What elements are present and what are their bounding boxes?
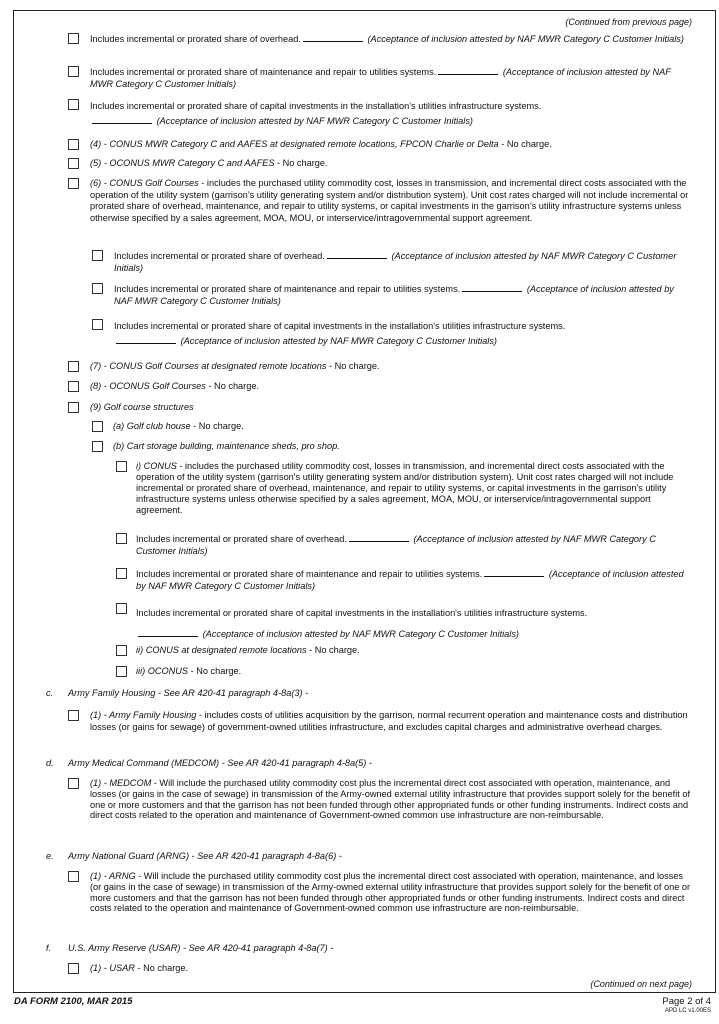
initials-blank[interactable] — [462, 283, 522, 292]
d1-text: (1) - MEDCOM - Will include the purchased utility commodity cost plus the incremental direct cost associated with operation, maintenance, and losses (or gains in the case of sewage) in transmission of the Army-owned external utility infrastructure that provides support solely for the benefit of one or more customers and that the garrison has not been funded through other appropriated funds or other funding instruments. Indirect costs and direct costs related to the operation and maintenance of Government-owned common use infrastructure are non-reimbursable. — [90, 778, 691, 821]
checkbox-item5[interactable] — [68, 158, 79, 169]
checkbox-item7[interactable] — [68, 361, 79, 372]
checkbox-item9b[interactable] — [92, 441, 103, 452]
overhead-c-text: Includes incremental or prorated share of overhead. (Acceptance of inclusion attested by NAF MWR Category C Customer Initials) — [136, 534, 656, 556]
section-e-title: Army National Guard (ARNG) - See AR 420-41 paragraph 4-8a(6) - — [68, 851, 342, 861]
checkbox-item8[interactable] — [68, 381, 79, 392]
overhead-a-text: Includes incremental or prorated share of overhead. (Acceptance of inclusion attested by NAF MWR Category C Customer Initials) — [90, 34, 684, 44]
item9b-text: (b) Cart storage building, maintenance sheds, pro shop. — [113, 441, 340, 451]
checkbox-item6[interactable] — [68, 178, 79, 189]
section-f-title: U.S. Army Reserve (USAR) - See AR 420-41 paragraph 4-8a(7) - — [68, 943, 334, 953]
checkbox-item9[interactable] — [68, 402, 79, 413]
checkbox-item4[interactable] — [68, 139, 79, 150]
initials-blank[interactable] — [303, 33, 363, 42]
item8-text: (8) - OCONUS Golf Courses - No charge. — [90, 381, 259, 391]
maint-a-text: Includes incremental or prorated share of maintenance and repair to utilities systems. (Acceptance of inclusion attested by NAF MWR Category C Customer Initials) — [90, 67, 671, 89]
checkbox-e1[interactable] — [68, 871, 79, 882]
checkbox-capital-a[interactable] — [68, 99, 79, 110]
checkbox-capital-b[interactable] — [92, 319, 103, 330]
item9bi-text: i) CONUS - includes the purchased utility commodity cost, losses in transmission, and incremental direct costs associated with the operation of the utility system (garrison's utility generating system and/or distribution system). Unit cost rates charged will not include incremental or prorated share of overhead, maintenance, and repair to utility systems, or capital investments in the garrison's utility infrastructure systems unless otherwise specified by a sales agreement, MOA, MOU, or interservice/intragovernmental support agreement. — [136, 461, 674, 515]
checkbox-item9bi[interactable] — [116, 461, 127, 472]
checkbox-capital-c[interactable] — [116, 603, 127, 614]
checkbox-maint-a[interactable] — [68, 66, 79, 77]
checkbox-item9bii[interactable] — [116, 645, 127, 656]
item6-text: (6) - CONUS Golf Courses - includes the purchased utility commodity cost, losses in transmission, and incremental direct costs associated with the operation of the utility system (garrison’s utility generating system and/or distribution system). Unit cost rates charged will not include incremental or prorated share of overhead, maintenance, and repair to utility systems, or capital investments in the garrison’s utility infrastructure systems unless otherwise specified by a sales agreement, MOA, MOU, or interservice/intragovernmental support agreement. — [90, 178, 689, 223]
checkbox-c1[interactable] — [68, 710, 79, 721]
section-c-letter: c. — [46, 688, 54, 698]
initials-blank[interactable] — [349, 533, 409, 542]
item9-text: (9) Golf course structures — [90, 402, 194, 412]
e1-text: (1) - ARNG - Will include the purchased utility commodity cost plus the incremental direct cost associated with operation, maintenance, and losses (or gains in the case of sewage) in transmission of the Army-owned external utility infrastructure that provides support solely for the benefit of one or more customers and that the garrison has not been funded through other appropriated funds or other funding instruments. Indirect costs and direct costs related to the operation and maintenance of Government-owned common use infrastructure are non-reimbursable. — [90, 871, 691, 914]
initials-blank[interactable] — [138, 628, 198, 637]
page-info — [662, 996, 711, 1014]
checkbox-f1[interactable] — [68, 963, 79, 974]
checkbox-d1[interactable] — [68, 778, 79, 789]
section-e-letter: e. — [46, 851, 54, 861]
initials-blank[interactable] — [484, 568, 544, 577]
initials-blank[interactable] — [92, 115, 152, 124]
section-d-title: Army Medical Command (MEDCOM) - See AR 420-41 paragraph 4-8a(5) - — [68, 758, 372, 768]
overhead-b-text: Includes incremental or prorated share of overhead. (Acceptance of inclusion attested by NAF MWR Category C Customer Initials) — [114, 251, 677, 273]
checkbox-item9a[interactable] — [92, 421, 103, 432]
checkbox-maint-c[interactable] — [116, 568, 127, 579]
page-number: Page 2 of 4 — [662, 996, 711, 1007]
f1-text: (1) - USAR - No charge. — [90, 963, 189, 973]
section-d-letter: d. — [46, 758, 54, 768]
initials-blank[interactable] — [438, 66, 498, 75]
checkbox-overhead-b[interactable] — [92, 250, 103, 261]
checkbox-item9biii[interactable] — [116, 666, 127, 677]
item4-text: (4) - CONUS MWR Category C and AAFES at designated remote locations, FPCON Charlie or Delta - No charge. — [90, 139, 552, 149]
initials-blank[interactable] — [116, 335, 176, 344]
item5-text: (5) - OCONUS MWR Category C and AAFES - No charge. — [90, 158, 328, 168]
capital-b-text: Includes incremental or prorated share of capital investments in the installation’s utilities infrastructure systems. (Acceptance of inclusion attested by NAF MWR Category C Customer Initials) — [114, 321, 566, 346]
capital-a-text: Includes incremental or prorated share of capital investments in the installation’s utilities infrastructure systems. (Acceptance of inclusion attested by NAF MWR Category C Customer Initials) — [90, 101, 542, 126]
initials-blank[interactable] — [327, 250, 387, 259]
item9bii-text: ii) CONUS at designated remote locations - No charge. — [136, 645, 360, 655]
form-id: DA FORM 2100, MAR 2015 — [14, 996, 133, 1007]
continued-from-note: (Continued from previous page) — [565, 17, 692, 27]
c1-text: (1) - Army Family Housing - includes costs of utilities acquisition by the garrison, normal recurrent operation and maintenance costs and distribution losses (or gains for sewage) of government-owned utilities infrastructure, and excludes capital charges and administrative overhead charges. — [90, 710, 688, 732]
section-c-title: Army Family Housing - See AR 420-41 paragraph 4-8a(3) - — [68, 688, 309, 698]
checkbox-overhead-c[interactable] — [116, 533, 127, 544]
checkbox-maint-b[interactable] — [92, 283, 103, 294]
item9a-text: (a) Golf club house - No charge. — [113, 421, 244, 431]
item7-text: (7) - CONUS Golf Courses at designated remote locations - No charge. — [90, 361, 380, 371]
continued-on-note: (Continued on next page) — [590, 979, 692, 989]
capital-c-text: Includes incremental or prorated share of capital investments in the installation's utilities infrastructure systems. (Acceptance of inclusion attested by NAF MWR Category C Customer Initials) — [136, 608, 588, 639]
maint-c-text: Includes incremental or prorated share of maintenance and repair to utilities systems. (Acceptance of inclusion attested by NAF MWR Category C Customer Initials) — [136, 569, 684, 591]
checkbox-overhead-a[interactable] — [68, 33, 79, 44]
maint-b-text: Includes incremental or prorated share of maintenance and repair to utilities systems. (Acceptance of inclusion attested by NAF MWR Category C Customer Initials) — [114, 284, 674, 306]
section-f-letter: f. — [46, 943, 52, 953]
form-version: APD LC v1.00ES — [664, 1008, 711, 1014]
item9biii-text: iii) OCONUS - No charge. — [136, 666, 242, 676]
